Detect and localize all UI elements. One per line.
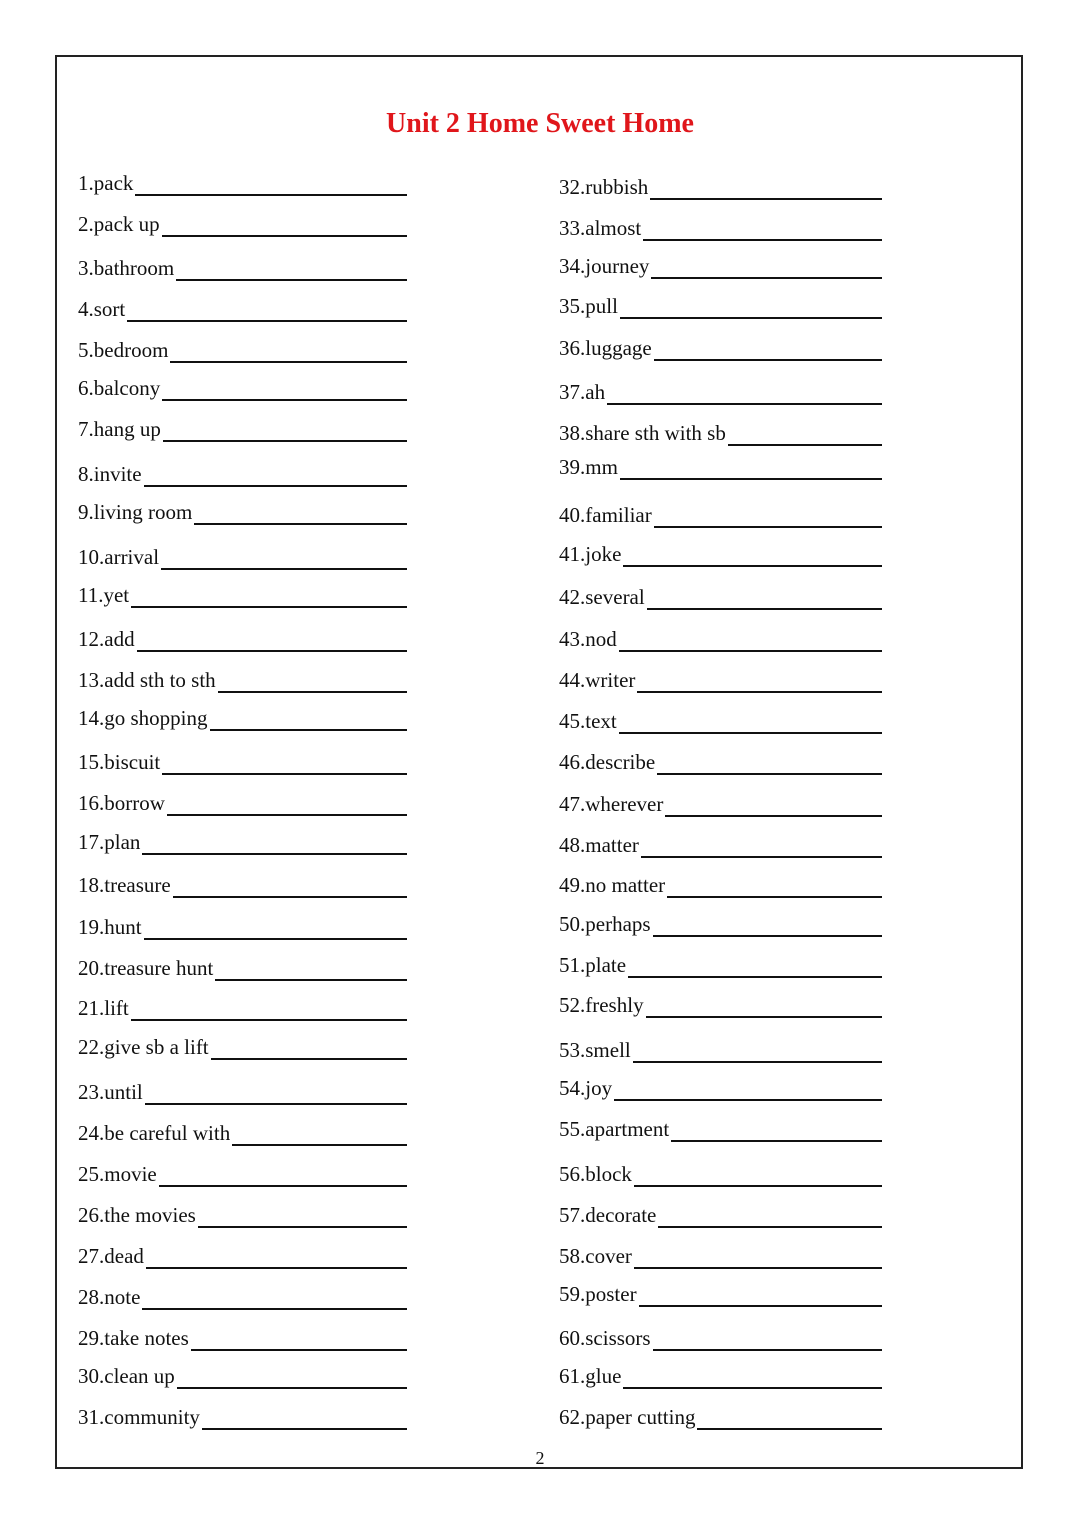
answer-blank-line[interactable]: [667, 878, 882, 898]
answer-blank-line[interactable]: [131, 1001, 407, 1021]
answer-blank-line[interactable]: [191, 1331, 407, 1351]
right-vocab-item: [559, 454, 882, 480]
vocab-word: 52.freshly: [559, 993, 644, 1017]
answer-blank-line[interactable]: [142, 835, 407, 855]
vocab-word: 29.take notes: [78, 1326, 189, 1350]
vocab-word: 35.pull: [559, 294, 618, 318]
vocab-word: 14.go shopping: [78, 706, 208, 730]
vocab-word: 30.clean up: [78, 1364, 175, 1388]
vocab-word: 13.add sth to sth: [78, 668, 216, 692]
vocab-word: 31.community: [78, 1405, 200, 1429]
vocab-word: 60.scissors: [559, 1326, 651, 1350]
vocab-word: 10.arrival: [78, 545, 160, 569]
left-vocab-item: [78, 790, 407, 816]
vocab-word: 41.joke: [559, 542, 622, 566]
right-vocab-item: [559, 1363, 882, 1389]
answer-blank-line[interactable]: [697, 1410, 882, 1430]
right-vocab-item: [559, 1202, 882, 1228]
vocab-word: 2.pack up: [78, 212, 160, 236]
vocab-word: 51.plate: [559, 953, 627, 977]
vocab-word: 25.movie: [78, 1162, 157, 1186]
vocab-word: 19.hunt: [78, 915, 142, 939]
left-vocab-item: [78, 1404, 407, 1430]
answer-blank-line[interactable]: [131, 588, 407, 608]
answer-blank-line[interactable]: [161, 550, 407, 570]
right-vocab-item: [559, 1243, 882, 1269]
vocab-word: 32.rubbish: [559, 175, 649, 199]
right-vocab-item: [559, 626, 882, 652]
right-vocab-item: [559, 952, 882, 978]
vocab-word: 38.share sth with sb: [559, 421, 726, 445]
answer-blank-line[interactable]: [639, 1287, 882, 1307]
answer-blank-line[interactable]: [144, 467, 407, 487]
left-vocab-item: [78, 626, 407, 652]
right-vocab-item: [559, 872, 882, 898]
left-vocab-item: [78, 211, 407, 237]
vocab-word: 55.apartment: [559, 1117, 670, 1141]
answer-blank-line[interactable]: [653, 1331, 882, 1351]
vocab-word: 3.bathroom: [78, 256, 175, 280]
page-title: Unit 2 Home Sweet Home: [386, 108, 694, 139]
answer-blank-line[interactable]: [232, 1126, 407, 1146]
right-vocab-item: [559, 1037, 882, 1063]
answer-blank-line[interactable]: [634, 1167, 882, 1187]
vocab-word: 8.invite: [78, 462, 142, 486]
left-vocab-item: [78, 1120, 407, 1146]
answer-blank-line[interactable]: [137, 632, 407, 652]
right-vocab-item: [559, 215, 882, 241]
right-vocab-item: [559, 379, 882, 405]
vocab-word: 48.matter: [559, 833, 639, 857]
vocab-word: 49.no matter: [559, 873, 666, 897]
answer-blank-line[interactable]: [619, 714, 882, 734]
right-vocab-item: [559, 992, 882, 1018]
left-vocab-item: [78, 1363, 407, 1389]
right-vocab-item: [559, 174, 882, 200]
vocab-word: 5.bedroom: [78, 338, 169, 362]
left-vocab-item: [78, 1079, 407, 1105]
vocab-word: 22.give sb a lift: [78, 1035, 209, 1059]
answer-blank-line[interactable]: [162, 381, 407, 401]
answer-blank-line[interactable]: [637, 673, 882, 693]
left-vocab-item: [78, 337, 407, 363]
right-vocab-item: [559, 911, 882, 937]
vocab-word: 4.sort: [78, 297, 126, 321]
right-vocab-item: [559, 293, 882, 319]
left-vocab-item: [78, 705, 407, 731]
left-vocab-item: [78, 749, 407, 775]
vocab-word: 59.poster: [559, 1282, 637, 1306]
right-vocab-item: [559, 1325, 882, 1351]
right-vocab-item: [559, 832, 882, 858]
vocab-word: 7.hang up: [78, 417, 161, 441]
right-vocab-item: [559, 420, 882, 446]
right-vocab-item: [559, 1075, 882, 1101]
vocab-word: 21.lift: [78, 996, 129, 1020]
right-vocab-item: [559, 1161, 882, 1187]
vocab-word: 1.pack: [78, 171, 134, 195]
answer-blank-line[interactable]: [210, 711, 407, 731]
answer-blank-line[interactable]: [620, 299, 882, 319]
vocab-word: 45.text: [559, 709, 617, 733]
vocab-word: 9.living room: [78, 500, 193, 524]
answer-blank-line[interactable]: [194, 505, 407, 525]
right-vocab-item: [559, 749, 882, 775]
answer-blank-line[interactable]: [176, 261, 407, 281]
answer-blank-line[interactable]: [623, 547, 882, 567]
vocab-word: 16.borrow: [78, 791, 165, 815]
left-vocab-item: [78, 582, 407, 608]
answer-blank-line[interactable]: [614, 1081, 882, 1101]
answer-blank-line[interactable]: [211, 1040, 407, 1060]
answer-blank-line[interactable]: [127, 302, 407, 322]
vocab-word: 62.paper cutting: [559, 1405, 696, 1429]
answer-blank-line[interactable]: [144, 920, 407, 940]
answer-blank-line[interactable]: [657, 755, 882, 775]
vocab-word: 39.mm: [559, 455, 618, 479]
answer-blank-line[interactable]: [671, 1122, 882, 1142]
answer-blank-line[interactable]: [173, 878, 407, 898]
right-vocab-item: [559, 502, 882, 528]
vocab-word: 50.perhaps: [559, 912, 651, 936]
vocab-word: 28.note: [78, 1285, 141, 1309]
vocab-word: 57.decorate: [559, 1203, 657, 1227]
right-vocab-item: [559, 335, 882, 361]
left-vocab-item: [78, 296, 407, 322]
left-vocab-item: [78, 955, 407, 981]
left-vocab-item: [78, 1243, 407, 1269]
left-vocab-item: [78, 1034, 407, 1060]
vocab-word: 33.almost: [559, 216, 642, 240]
left-vocab-item: [78, 1325, 407, 1351]
right-vocab-item: [559, 667, 882, 693]
answer-blank-line[interactable]: [146, 1249, 407, 1269]
answer-blank-line[interactable]: [650, 180, 882, 200]
left-vocab-item: [78, 499, 407, 525]
answer-blank-line[interactable]: [665, 797, 882, 817]
right-vocab-item: [559, 541, 882, 567]
answer-blank-line[interactable]: [620, 460, 882, 480]
vocab-word: 20.treasure hunt: [78, 956, 214, 980]
answer-blank-line[interactable]: [198, 1208, 407, 1228]
answer-blank-line[interactable]: [658, 1208, 882, 1228]
answer-blank-line[interactable]: [651, 259, 882, 279]
left-vocab-item: [78, 995, 407, 1021]
vocab-word: 56.block: [559, 1162, 632, 1186]
vocab-word: 44.writer: [559, 668, 636, 692]
vocab-word: 11.yet: [78, 583, 130, 607]
answer-blank-line[interactable]: [170, 343, 407, 363]
answer-blank-line[interactable]: [162, 755, 407, 775]
answer-blank-line[interactable]: [633, 1043, 882, 1063]
answer-blank-line[interactable]: [634, 1249, 882, 1269]
left-vocab-item: [78, 1284, 407, 1310]
answer-blank-line[interactable]: [646, 998, 882, 1018]
vocab-word: 43.nod: [559, 627, 617, 651]
answer-blank-line[interactable]: [167, 796, 407, 816]
right-vocab-item: [559, 1116, 882, 1142]
vocab-word: 24.be careful with: [78, 1121, 231, 1145]
right-vocab-item: [559, 253, 882, 279]
right-vocab-item: [559, 584, 882, 610]
right-vocab-item: [559, 708, 882, 734]
answer-blank-line[interactable]: [607, 385, 882, 405]
left-vocab-item: [78, 872, 407, 898]
vocab-word: 6.balcony: [78, 376, 161, 400]
answer-blank-line[interactable]: [643, 221, 882, 241]
page-number: 2: [535, 1448, 545, 1468]
vocab-word: 42.several: [559, 585, 645, 609]
left-vocab-item: [78, 375, 407, 401]
vocab-word: 17.plan: [78, 830, 141, 854]
answer-blank-line[interactable]: [647, 590, 882, 610]
answer-blank-line[interactable]: [145, 1085, 407, 1105]
answer-blank-line[interactable]: [202, 1410, 407, 1430]
answer-blank-line[interactable]: [623, 1369, 882, 1389]
vocab-word: 40.familiar: [559, 503, 652, 527]
left-vocab-item: [78, 1161, 407, 1187]
answer-blank-line[interactable]: [215, 961, 407, 981]
vocab-word: 26.the movies: [78, 1203, 196, 1227]
vocab-word: 18.treasure: [78, 873, 171, 897]
answer-blank-line[interactable]: [159, 1167, 407, 1187]
answer-blank-line[interactable]: [142, 1290, 407, 1310]
vocab-word: 47.wherever: [559, 792, 664, 816]
vocab-word: 61.glue: [559, 1364, 622, 1388]
right-vocab-item: [559, 791, 882, 817]
vocab-word: 46.describe: [559, 750, 656, 774]
answer-blank-line[interactable]: [654, 341, 882, 361]
left-vocab-item: [78, 170, 407, 196]
left-vocab-item: [78, 255, 407, 281]
answer-blank-line[interactable]: [653, 917, 882, 937]
vocab-word: 34.journey: [559, 254, 650, 278]
left-vocab-item: [78, 544, 407, 570]
vocab-word: 15.biscuit: [78, 750, 161, 774]
vocab-word: 36.luggage: [559, 336, 652, 360]
vocab-word: 54.joy: [559, 1076, 613, 1100]
left-vocab-item: [78, 914, 407, 940]
vocab-word: 53.smell: [559, 1038, 631, 1062]
left-vocab-item: [78, 1202, 407, 1228]
vocab-word: 37.ah: [559, 380, 606, 404]
right-vocab-item: [559, 1404, 882, 1430]
left-vocab-item: [78, 416, 407, 442]
answer-blank-line[interactable]: [162, 217, 407, 237]
vocab-word: 58.cover: [559, 1244, 632, 1268]
answer-blank-line[interactable]: [135, 176, 407, 196]
left-vocab-item: [78, 829, 407, 855]
answer-blank-line[interactable]: [619, 632, 882, 652]
answer-blank-line[interactable]: [641, 838, 882, 858]
vocab-word: 12.add: [78, 627, 135, 651]
left-vocab-item: [78, 667, 407, 693]
vocab-word: 27.dead: [78, 1244, 144, 1268]
answer-blank-line[interactable]: [654, 508, 882, 528]
answer-blank-line[interactable]: [163, 422, 407, 442]
vocab-word: 23.until: [78, 1080, 143, 1104]
answer-blank-line[interactable]: [628, 958, 882, 978]
answer-blank-line[interactable]: [218, 673, 407, 693]
answer-blank-line[interactable]: [728, 426, 882, 446]
right-vocab-item: [559, 1281, 882, 1307]
answer-blank-line[interactable]: [177, 1369, 407, 1389]
left-vocab-item: [78, 461, 407, 487]
